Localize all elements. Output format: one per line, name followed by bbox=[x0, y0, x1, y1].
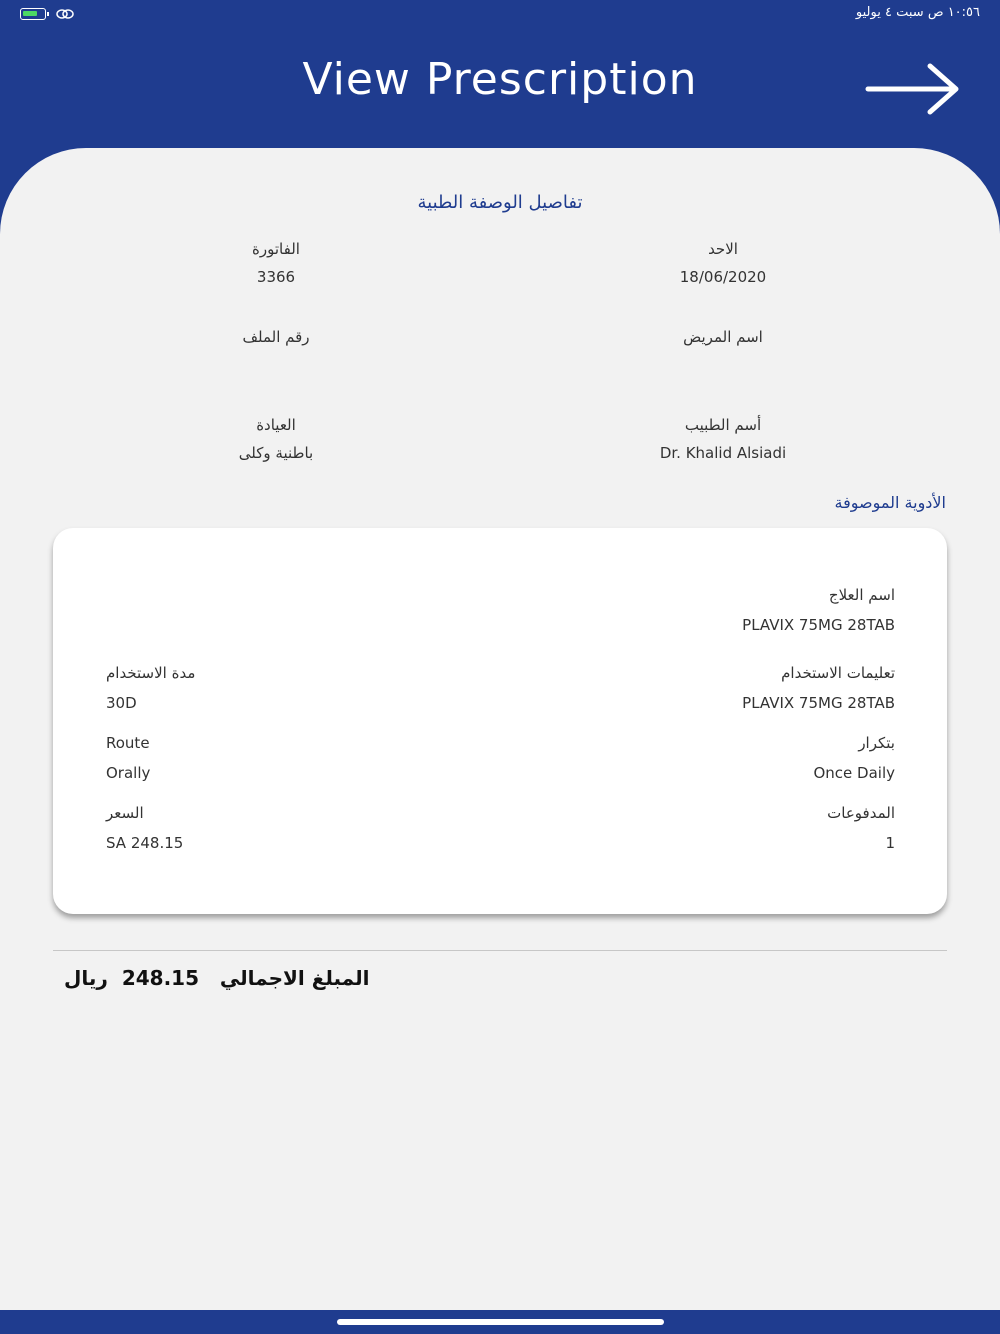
date-label: الاحد bbox=[708, 240, 738, 258]
instructions-label: تعليمات الاستخدام bbox=[781, 664, 895, 682]
total-value: 248.15 bbox=[121, 966, 200, 990]
invoice-label: الفاتورة bbox=[252, 240, 300, 258]
medications-heading: الأدوية الموصوفة bbox=[834, 493, 946, 512]
medication-name bbox=[742, 586, 895, 634]
route bbox=[106, 734, 150, 782]
date-field bbox=[573, 240, 873, 286]
patient-label: اسم المريض bbox=[683, 328, 763, 346]
payments-value: 1 bbox=[885, 834, 895, 852]
doctor-label: أسم الطبيب bbox=[684, 416, 762, 434]
duration bbox=[106, 664, 195, 712]
link-icon bbox=[56, 6, 74, 22]
route-value: Orally bbox=[106, 764, 151, 782]
home-indicator[interactable] bbox=[337, 1319, 664, 1325]
patient-field bbox=[573, 328, 873, 356]
total-currency: ريال bbox=[64, 966, 108, 990]
instructions-value: PLAVIX 75MG 28TAB bbox=[742, 694, 895, 712]
payments bbox=[827, 804, 895, 852]
medication-card bbox=[53, 528, 947, 914]
date-value: 18/06/2020 bbox=[679, 268, 767, 286]
back-button[interactable] bbox=[860, 60, 964, 118]
duration-value: 30D bbox=[106, 694, 137, 712]
invoice-value: 3366 bbox=[256, 268, 296, 286]
content-panel bbox=[0, 148, 1000, 1310]
battery-icon bbox=[20, 8, 46, 20]
arrow-right-icon bbox=[860, 60, 964, 118]
status-time: ١٠:٥٦ ص سبت ٤ يوليو bbox=[855, 5, 980, 20]
total-amount bbox=[64, 966, 369, 990]
clinic-value: باطنية وكلى bbox=[238, 444, 314, 462]
duration-label: مدة الاستخدام bbox=[106, 664, 196, 682]
price bbox=[106, 804, 183, 852]
doctor-field bbox=[573, 416, 873, 462]
instructions bbox=[742, 664, 895, 712]
route-label: Route bbox=[106, 734, 150, 752]
medication-name-value: PLAVIX 75MG 28TAB bbox=[742, 616, 895, 634]
divider bbox=[53, 950, 947, 951]
clinic-label: العيادة bbox=[256, 416, 296, 434]
price-label: السعر bbox=[106, 804, 144, 822]
price-value: SA 248.15 bbox=[106, 834, 184, 852]
frequency bbox=[813, 734, 895, 782]
frequency-value: Once Daily bbox=[813, 764, 895, 782]
section-title: تفاصيل الوصفة الطبية bbox=[417, 192, 583, 213]
total-label: المبلغ الاجمالي bbox=[219, 966, 370, 990]
payments-label: المدفوعات bbox=[827, 804, 895, 822]
file-field bbox=[126, 328, 426, 356]
doctor-value: Dr. Khalid Alsiadi bbox=[659, 444, 787, 462]
page-title: View Prescription bbox=[302, 54, 698, 105]
medication-name-label: اسم العلاج bbox=[828, 586, 895, 604]
file-label: رقم الملف bbox=[242, 328, 310, 346]
invoice-field bbox=[126, 240, 426, 286]
clinic-field bbox=[126, 416, 426, 462]
status-bar bbox=[0, 0, 1000, 30]
frequency-label: بتكرار bbox=[858, 734, 895, 752]
